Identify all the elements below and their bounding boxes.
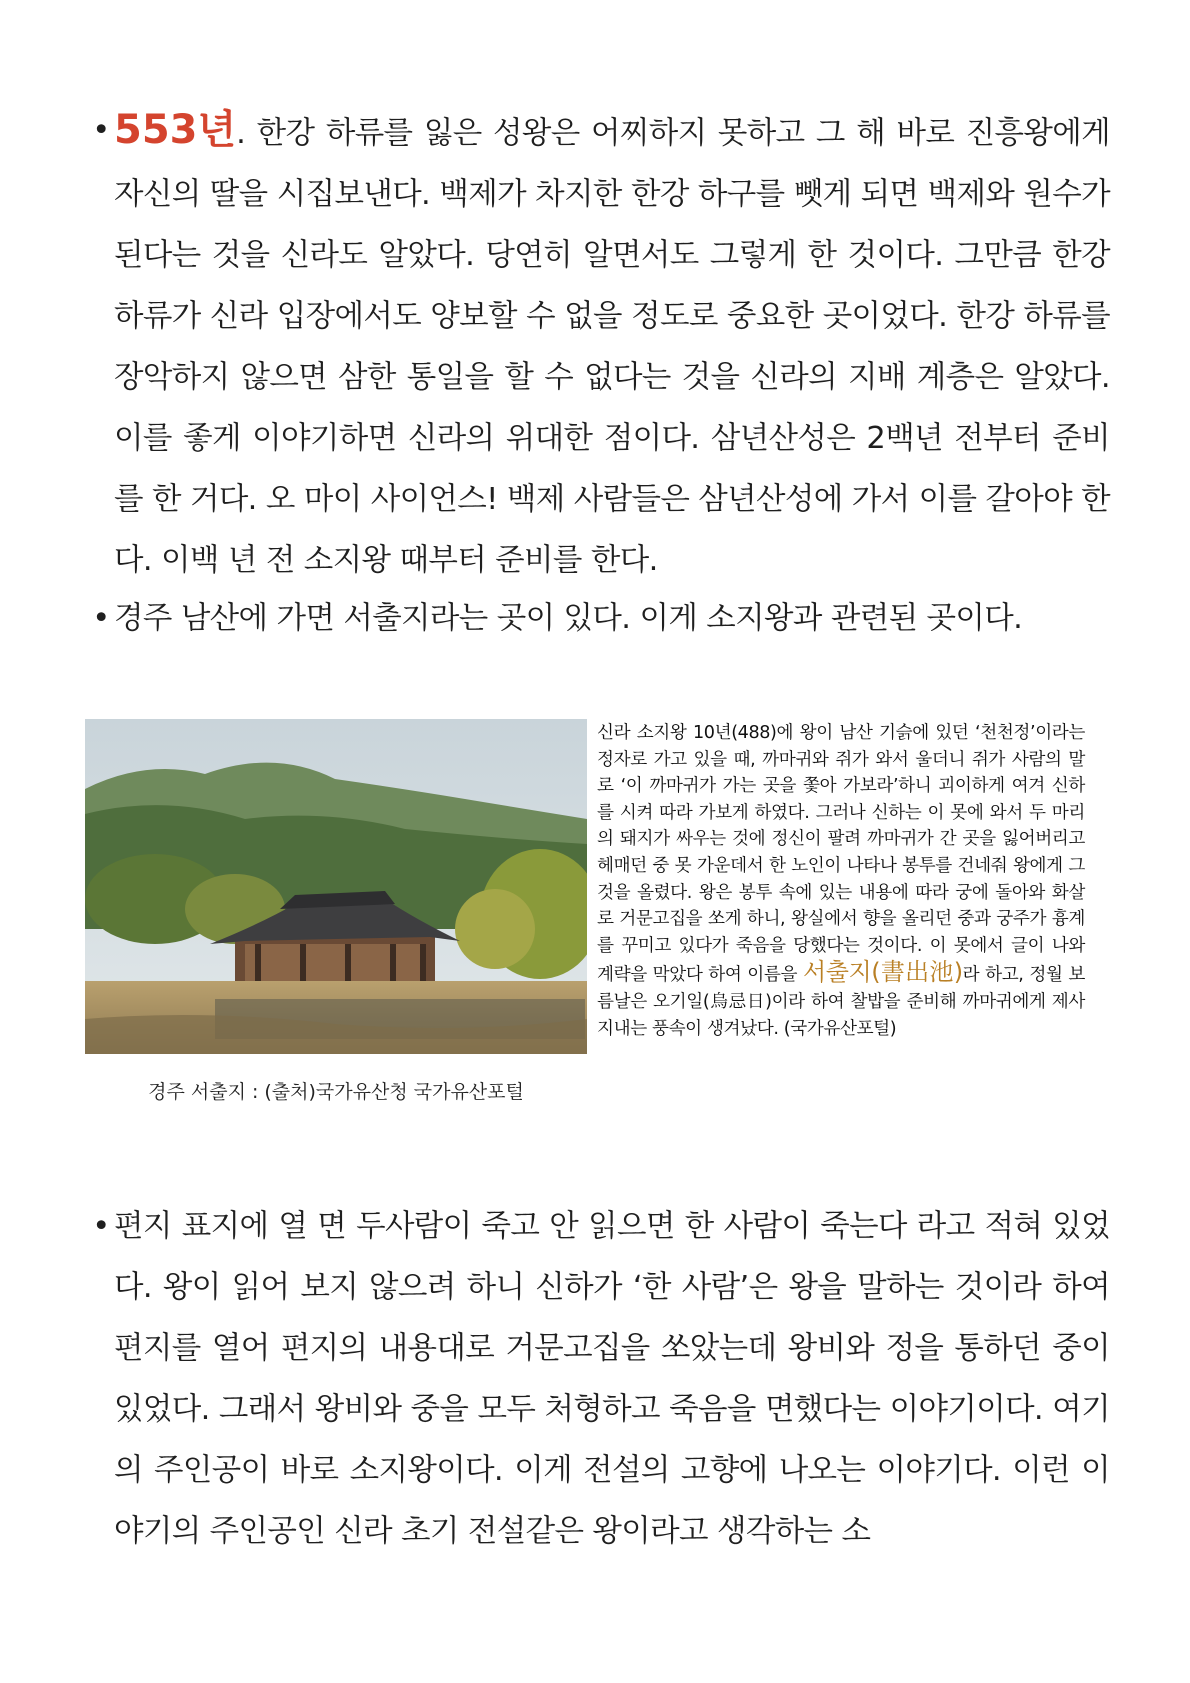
year-highlight: 553년 (114, 107, 237, 153)
note-text: 신라 소지왕 10년(488)에 왕이 남산 기슭에 있던 ‘천천정’이라는 정자로 가고 있을 때, 까마귀와 쥐가 와서 울더니 쥐가 사람의 말로 ‘이 까마귀가 가는 곳을 쫓아 가보라’하니 괴이하게 여겨 신하를 시켜 따라 가보게 하였다. 그러나 신하는 이 못에 와서 두 마리의 돼지가 싸우는 것에 정신이 팔려 까마귀가 간 곳을 잃어버리고 헤매던 중 못 가운데서 한 노인이 나타나 봉투를 건네줘 왕에게 그것을 올렸다. 왕은 봉투 속에 있는 내용에 따라 궁에 돌아와 화살로 거문고집을 쏘게 하니, 왕실에서 향을 올리던 중과 궁주가 흉계를 꾸미고 있다가 죽음을 당했다는 것이다. 이 못에서 글이 나와 계략을 막았다 하여 이름을 (597, 723, 1085, 986)
paragraph-text: 경주 남산에 가면 서출지라는 곳이 있다. 이게 소지왕과 관련된 곳이다. (114, 601, 1023, 636)
paragraph-body (114, 100, 1110, 591)
paragraph-text: 편지 표지에 열 면 두사람이 죽고 안 읽으면 한 사람이 죽는다 라고 적혀 있었다. 왕이 읽어 보지 않으려 하니 신하가 ‘한 사람’은 왕을 말하는 것이라 하여 편지를 열어 편지의 내용대로 거문고집을 쏘았는데 왕비와 정을 통하던 중이 있었다. 그래서 왕비와 중을 모두 처형하고 죽음을 면했다는 이야기이다. 여기의 주인공이 바로 소지왕이다. 이게 전설의 고향에 나오는 이야기다. 이런 이야기의 주인공인 신라 초기 전설같은 왕이라고 생각하는 소 (114, 1209, 1110, 1549)
bullet-dot: • (92, 601, 110, 636)
place-name-highlight: 서출지(書出池) (802, 958, 963, 987)
note-text-continued: 라 하고, 정월 보름날은 오기일(烏忌日)이라 하여 찰밥을 준비해 까마귀에게 제사지내는 풍속이 생겨났다. (국가유산포털) (597, 965, 1085, 1039)
photo-caption: 경주 서출지 : (출처)국가유산청 국가유산포털 (148, 1081, 524, 1103)
seochulji-legend-note (597, 720, 1085, 1042)
paragraph-text: . 한강 하류를 잃은 성왕은 어찌하지 못하고 그 해 바로 진흥왕에게 자신의 딸을 시집보낸다. 백제가 차지한 한강 하구를 뺏게 되면 백제와 원수가 된다는 것을 신라도 알았다. 당연히 알면서도 그렇게 한 것이다. 그만큼 한강 하류가 신라 입장에서도 양보할 수 없을 정도로 중요한 곳이었다. 한강 하류를 장악하지 않으면 삼한 통일을 할 수 없다는 것을 신라의 지배 계층은 알았다. 이를 좋게 이야기하면 신라의 위대한 점이다. 삼년산성은 2백년 전부터 준비를 한 거다. 오 마이 사이언스! 백제 사람들은 삼년산성에 가서 이를 갈아야 한다. 이백 년 전 소지왕 때부터 준비를 한다. (114, 116, 1110, 578)
paragraph-553 (92, 100, 1110, 591)
seochulji-photo (85, 719, 587, 1054)
bullet-dot: • (92, 1209, 110, 1244)
bullet-dot: • (92, 113, 110, 148)
paragraph-seochulji (92, 588, 1110, 649)
paragraph-letter-story (92, 1196, 1110, 1562)
